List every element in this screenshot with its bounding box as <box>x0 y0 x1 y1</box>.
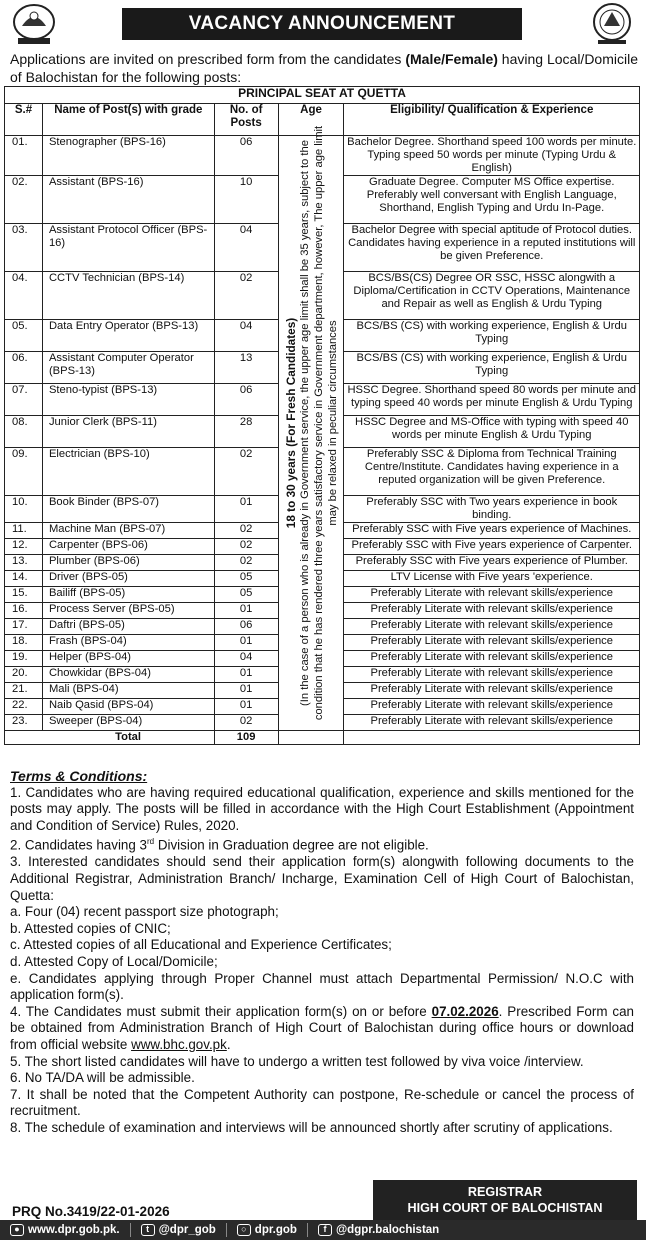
row-sno: 05. <box>5 320 43 352</box>
row-post: CCTV Technician (BPS-14) <box>42 272 214 320</box>
row-sno: 20. <box>5 667 43 683</box>
row-eligibility: Preferably SSC with Five years experience of Machines. <box>344 523 640 539</box>
row-num: 06 <box>214 619 278 635</box>
row-sno: 11. <box>5 523 43 539</box>
row-eligibility: BCS/BS (CS) with working experience, English & Urdu Typing <box>344 320 640 352</box>
term-a: a. Four (04) recent passport size photograph; <box>10 904 279 920</box>
footer-facebook[interactable]: f @dgpr.balochistan <box>318 1224 439 1236</box>
seat-title: PRINCIPAL SEAT AT QUETTA <box>5 87 640 104</box>
row-post: Electrician (BPS-10) <box>42 448 214 496</box>
table-row <box>5 136 640 176</box>
instagram-icon: ○ <box>237 1224 251 1236</box>
term-e: e. Candidates applying through Proper Channel must attach Departmental Permission/ N.O.C with application form(s). <box>10 970 634 1003</box>
court-label: HIGH COURT OF BALOCHISTAN <box>407 1201 603 1215</box>
row-num: 04 <box>214 320 278 352</box>
age-range: 18 to 30 years (For Fresh Candidates) <box>283 317 298 529</box>
row-eligibility: Preferably SSC with Five years experience of Plumber. <box>344 555 640 571</box>
row-eligibility: Preferably SSC with Two years experience in book binding. <box>344 496 640 523</box>
row-post: Stenographer (BPS-16) <box>42 136 214 176</box>
page-title: VACANCY ANNOUNCEMENT <box>122 8 522 40</box>
row-num: 02 <box>214 715 278 731</box>
term-b: b. Attested copies of CNIC; <box>10 920 171 936</box>
row-sno: 04. <box>5 272 43 320</box>
row-sno: 15. <box>5 587 43 603</box>
row-sno: 23. <box>5 715 43 731</box>
row-num: 28 <box>214 416 278 448</box>
terms-heading: Terms & Conditions: <box>10 768 148 784</box>
row-eligibility: Bachelor Degree with special aptitude of Protocol duties. Candidates having experience in a reputed institutions will be given Preference. <box>344 224 640 272</box>
row-num: 04 <box>214 651 278 667</box>
footer-bar <box>0 1220 646 1240</box>
row-num: 05 <box>214 587 278 603</box>
term-6: 6. No TA/DA will be admissible. <box>10 1070 195 1086</box>
row-sno: 13. <box>5 555 43 571</box>
row-num: 05 <box>214 571 278 587</box>
row-num: 13 <box>214 352 278 384</box>
row-num: 02 <box>214 448 278 496</box>
row-post: Steno-typist (BPS-13) <box>42 384 214 416</box>
row-num: 01 <box>214 683 278 699</box>
row-eligibility: BCS/BS(CS) Degree OR SSC, HSSC alongwith a Diploma/Certification in CCTV Operations, Maintenance and Repair as well as English & Urdu Typing <box>344 272 640 320</box>
header-sno: S.# <box>5 104 43 136</box>
globe-icon: ● <box>10 1224 24 1236</box>
footer-website[interactable]: ● www.dpr.gob.pk. <box>10 1224 120 1236</box>
term-2: 2. Candidates having 3rd Division in Graduation degree are not eligible. <box>10 837 429 853</box>
term-4: 4. The Candidates must submit their application form(s) on or before 07.02.2026. Prescribed Form can be obtained from Administration Branch of High Court of Balochistan during office hours or download from official website www.bhc.gov.pk. <box>10 1003 634 1052</box>
row-post: Bailiff (BPS-05) <box>42 587 214 603</box>
row-post: Mali (BPS-04) <box>42 683 214 699</box>
term-8: 8. The schedule of examination and interviews will be announced shortly after scrutiny of applications. <box>10 1119 613 1135</box>
vacancy-table <box>4 86 640 745</box>
row-sno: 22. <box>5 699 43 715</box>
row-post: Frash (BPS-04) <box>42 635 214 651</box>
row-sno: 14. <box>5 571 43 587</box>
row-sno: 08. <box>5 416 43 448</box>
row-num: 04 <box>214 224 278 272</box>
row-eligibility: Preferably SSC with Five years experience of Carpenter. <box>344 539 640 555</box>
prq-number: PRQ No.3419/22-01-2026 <box>12 1204 170 1219</box>
row-sno: 07. <box>5 384 43 416</box>
age-note: (In the case of a person who is already in Government service, the upper age limit shall be 35 years, subject to the condition that he has rendered three years satisfactory service in Government department, however, The upper age limit may be relaxed in peculiar circumstances <box>298 125 339 721</box>
row-eligibility: Graduate Degree. Computer MS Office expertise. Preferably well conversant with English Language, Shorthand, English Typing and Urdu In-Page. <box>344 176 640 224</box>
row-sno: 21. <box>5 683 43 699</box>
row-sno: 16. <box>5 603 43 619</box>
row-sno: 19. <box>5 651 43 667</box>
row-post: Assistant Computer Operator (BPS-13) <box>42 352 214 384</box>
seat-row <box>5 87 640 104</box>
footer-instagram[interactable]: ○ dpr.gob <box>237 1224 297 1236</box>
row-sno: 09. <box>5 448 43 496</box>
footer-twitter[interactable]: t @dpr_gob <box>141 1224 216 1236</box>
row-eligibility: LTV License with Five years 'experience. <box>344 571 640 587</box>
header <box>0 0 646 48</box>
row-post: Daftri (BPS-05) <box>42 619 214 635</box>
row-eligibility: Preferably Literate with relevant skills/experience <box>344 619 640 635</box>
row-num: 01 <box>214 496 278 523</box>
row-num: 02 <box>214 523 278 539</box>
row-num: 06 <box>214 136 278 176</box>
row-post: Chowkidar (BPS-04) <box>42 667 214 683</box>
terms-section <box>10 768 634 1137</box>
row-eligibility: Preferably Literate with relevant skills/experience <box>344 635 640 651</box>
row-eligibility: HSSC Degree. Shorthand speed 80 words per minute and typing speed 40 words per minute English & Urdu Typing <box>344 384 640 416</box>
term-d: d. Attested Copy of Local/Domicile; <box>10 954 218 969</box>
row-num: 10 <box>214 176 278 224</box>
deadline-date: 07.02.2026 <box>431 1003 499 1019</box>
row-num: 02 <box>214 272 278 320</box>
row-post: Data Entry Operator (BPS-13) <box>42 320 214 352</box>
term-3: 3. Interested candidates should send their application form(s) alongwith following documents to the Additional Registrar, Administration Branch/ Incharge, Examination Cell of High Court of Balochistan, Quetta: <box>10 854 634 903</box>
row-post: Junior Clerk (BPS-11) <box>42 416 214 448</box>
row-num: 06 <box>214 384 278 416</box>
row-eligibility: Preferably Literate with relevant skills/experience <box>344 651 640 667</box>
total-value: 109 <box>214 731 278 745</box>
row-eligibility: HSSC Degree and MS-Office with typing with speed 40 words per minute English & Urdu Typing <box>344 416 640 448</box>
row-post: Book Binder (BPS-07) <box>42 496 214 523</box>
row-sno: 02. <box>5 176 43 224</box>
row-eligibility: Preferably Literate with relevant skills/experience <box>344 587 640 603</box>
registrar-label: REGISTRAR <box>467 1185 543 1199</box>
row-sno: 17. <box>5 619 43 635</box>
row-post: Process Server (BPS-05) <box>42 603 214 619</box>
row-num: 02 <box>214 555 278 571</box>
row-eligibility: Preferably Literate with relevant skills/experience <box>344 667 640 683</box>
term-5: 5. The short listed candidates will have to undergo a written test followed by viva voice /interview. <box>10 1053 584 1069</box>
row-sno: 06. <box>5 352 43 384</box>
header-age: Age <box>278 104 344 136</box>
row-sno: 03. <box>5 224 43 272</box>
row-post: Driver (BPS-05) <box>42 571 214 587</box>
row-num: 01 <box>214 667 278 683</box>
header-num: No. of Posts <box>214 104 278 136</box>
registrar-box <box>373 1180 637 1220</box>
row-sno: 10. <box>5 496 43 523</box>
row-num: 01 <box>214 603 278 619</box>
row-post: Machine Man (BPS-07) <box>42 523 214 539</box>
row-eligibility: Preferably Literate with relevant skills/experience <box>344 699 640 715</box>
row-sno: 12. <box>5 539 43 555</box>
row-sno: 18. <box>5 635 43 651</box>
row-sno: 01. <box>5 136 43 176</box>
row-num: 01 <box>214 635 278 651</box>
header-post: Name of Post(s) with grade <box>42 104 214 136</box>
total-label: Total <box>42 731 214 745</box>
row-post: Naib Qasid (BPS-04) <box>42 699 214 715</box>
intro-text: Applications are invited on prescribed form from the candidates (Male/Female) having Local/Domicile of Balochistan for the following posts: <box>10 51 638 85</box>
total-row <box>5 731 640 745</box>
row-post: Assistant (BPS-16) <box>42 176 214 224</box>
header-elig: Eligibility/ Qualification & Experience <box>344 104 640 136</box>
row-eligibility: Bachelor Degree. Shorthand speed 100 words per minute. Typing speed 50 words per minute (Typing Urdu & English) <box>344 136 640 176</box>
row-post: Assistant Protocol Officer (BPS-16) <box>42 224 214 272</box>
balochistan-emblem-icon <box>8 2 60 46</box>
row-post: Helper (BPS-04) <box>42 651 214 667</box>
row-post: Plumber (BPS-06) <box>42 555 214 571</box>
row-eligibility: Preferably Literate with relevant skills/experience <box>344 715 640 731</box>
term-1: 1. Candidates who are having required educational qualification, experience and skills mentioned for the posts may apply. The posts will be filled in accordance with the High Court Establishment (Appointment and Condition of Service) Rules, 2020. <box>10 784 634 833</box>
age-cell <box>278 125 344 731</box>
twitter-icon: t <box>141 1224 155 1236</box>
term-7: 7. It shall be noted that the Competent Authority can postpone, Re-schedule or cancel the process of recruitment. <box>10 1086 634 1119</box>
website-link[interactable]: www.bhc.gov.pk <box>131 1036 227 1052</box>
row-num: 02 <box>214 539 278 555</box>
row-eligibility: Preferably SSC & Diploma from Technical Training Centre/Institute. Candidates having experience in a reputed organization will be given Preference. <box>344 448 640 496</box>
high-court-emblem-icon <box>586 2 638 46</box>
row-num: 01 <box>214 699 278 715</box>
row-post: Sweeper (BPS-04) <box>42 715 214 731</box>
facebook-icon: f <box>318 1224 332 1236</box>
row-eligibility: BCS/BS (CS) with working experience, English & Urdu Typing <box>344 352 640 384</box>
term-c: c. Attested copies of all Educational and Experience Certificates; <box>10 937 392 953</box>
row-post: Carpenter (BPS-06) <box>42 539 214 555</box>
row-eligibility: Preferably Literate with relevant skills/experience <box>344 683 640 699</box>
row-eligibility: Preferably Literate with relevant skills/experience <box>344 603 640 619</box>
